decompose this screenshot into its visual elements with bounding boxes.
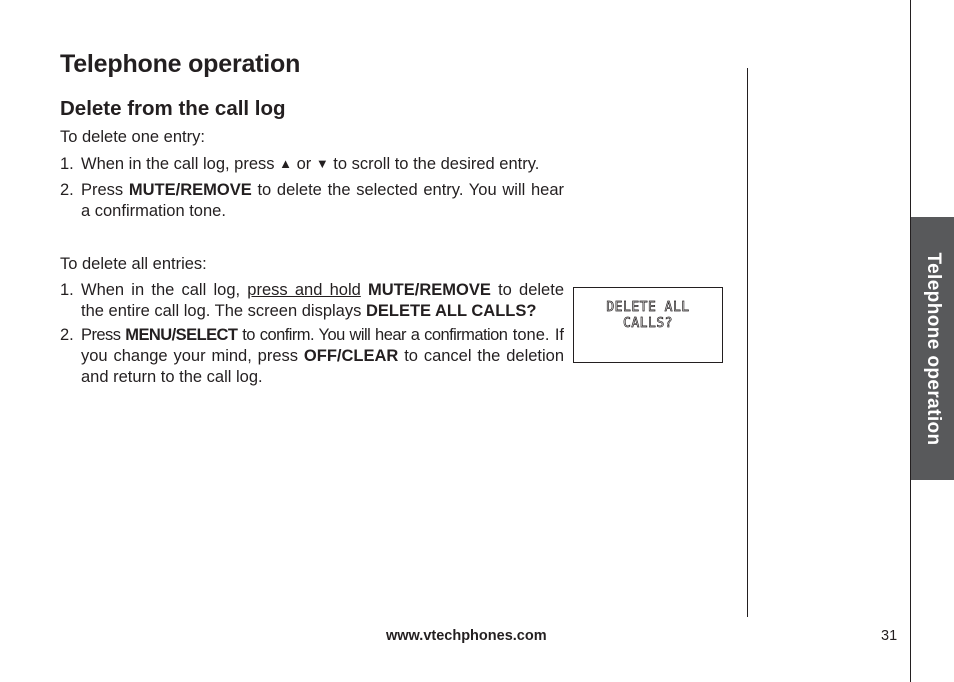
delete-all-step-1: [60, 280, 564, 322]
down-arrow-icon: ▼: [315, 156, 329, 171]
step-text: to delete the entire call log. The screen displays: [81, 281, 564, 320]
step-text: tone. If you change your mind, press: [81, 326, 564, 365]
step-text: or: [291, 155, 316, 173]
delete-one-step-1: [60, 154, 564, 175]
side-tab-label: Telephone operation: [922, 251, 944, 446]
delete-all-step-2: [60, 325, 564, 388]
column-divider: [747, 68, 748, 617]
step-text: [361, 281, 368, 299]
delete-one-step-2: [60, 180, 564, 222]
step-text: to confirm. You will hear a confirmation: [237, 326, 508, 344]
screen-line-1: DELETE ALL: [606, 300, 690, 315]
step-text: When in the call log,: [81, 281, 248, 299]
step-number: 1.: [60, 155, 74, 173]
key-menu-select: MENU/SELECT: [125, 326, 238, 344]
page-title: Telephone operation: [60, 50, 301, 78]
key-mute-remove: MUTE/REMOVE: [368, 281, 491, 299]
handset-screen-display: [573, 287, 723, 363]
step-text: [81, 326, 507, 344]
step-text: When in the call log, press: [81, 155, 280, 173]
step-number: 2.: [60, 181, 74, 199]
step-text: to cancel the deletion and return to the call log.: [81, 347, 565, 386]
screen-line-2: CALLS?: [623, 316, 673, 331]
side-tab: [911, 217, 954, 480]
step-number: 1.: [60, 281, 74, 299]
delete-all-intro: To delete all entries:: [60, 255, 207, 273]
step-text: Press: [81, 326, 126, 344]
footer-url: www.vtechphones.com: [386, 628, 547, 644]
step-text: to delete the selected entry. You will hear a confirmation tone.: [81, 181, 565, 220]
press-and-hold-text: press and hold: [247, 281, 361, 299]
step-text: Press: [81, 181, 129, 199]
delete-one-steps: [60, 154, 564, 222]
delete-all-steps: [60, 280, 564, 388]
key-off-clear: OFF/CLEAR: [303, 347, 399, 365]
section-title: Delete from the call log: [60, 97, 286, 120]
step-text: to scroll to the desired entry.: [328, 155, 540, 173]
up-arrow-icon: ▲: [279, 156, 292, 171]
page-number: 31: [881, 628, 898, 644]
step-number: 2.: [60, 326, 74, 344]
key-mute-remove: MUTE/REMOVE: [128, 181, 252, 199]
screen-message-text: DELETE ALL CALLS?: [365, 302, 537, 320]
delete-one-intro: To delete one entry:: [60, 128, 205, 146]
